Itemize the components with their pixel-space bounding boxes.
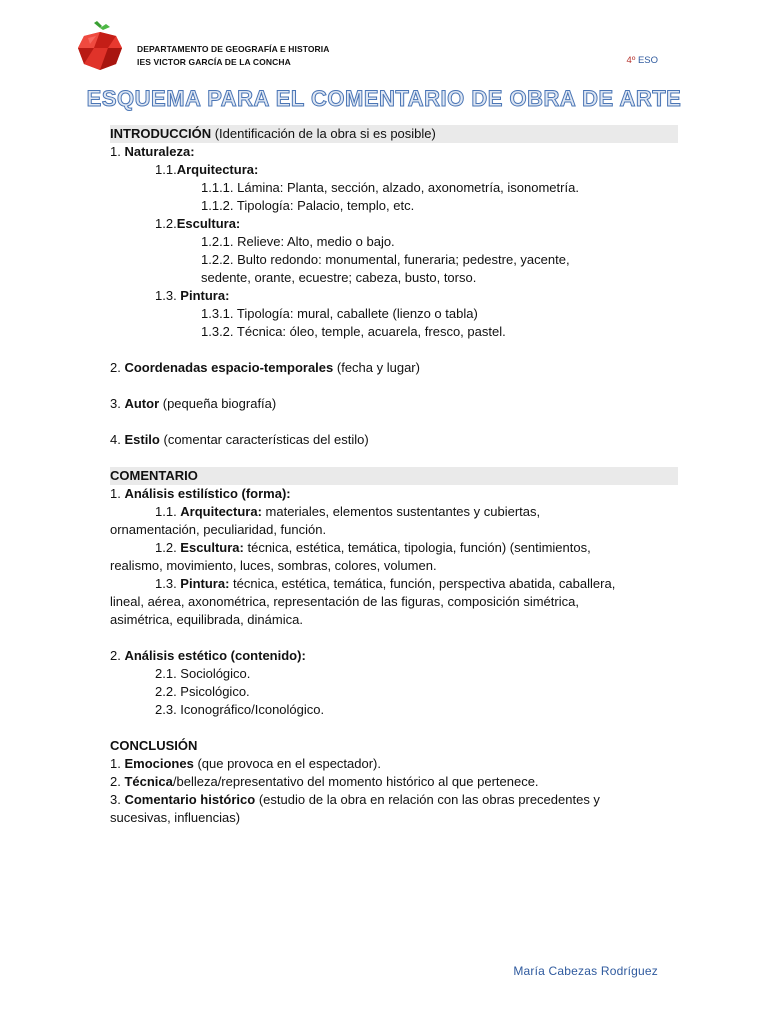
conclusion-line-continued: sucesivas, influencias) (110, 810, 241, 825)
intro-item-arquitectura: 1.1.Arquitectura: (155, 162, 259, 177)
course-level: ESO (637, 55, 658, 66)
intro-subitem: 1.3.1. Tipología: mural, caballete (lienzo o tabla) (201, 306, 478, 321)
intro-item-estilo: 4. Estilo (comentar características del estilo) (110, 432, 369, 447)
document-title: ESQUEMA PARA EL COMENTARIO DE OBRA DE ARTE (86, 86, 682, 111)
course-number: 4º (626, 55, 636, 66)
comentario-line-continued: realismo, movimiento, luces, sombras, colores, volumen. (110, 558, 437, 573)
document-body (110, 125, 678, 827)
comentario-item-arquitectura: 1.1. Arquitectura: materiales, elementos sustentantes y cubiertas, (155, 504, 541, 519)
intro-subitem: 1.1.2. Tipología: Palacio, templo, etc. (201, 198, 415, 213)
conclusion-item-tecnica: 2. Técnica/belleza/representativo del momento histórico al que pertenece. (110, 774, 539, 789)
comentario-subitem: 2.2. Psicológico. (155, 684, 250, 699)
comentario-item-pintura: 1.3. Pintura: técnica, estética, temática, función, perspectiva abatida, caballera, (155, 576, 616, 591)
comentario-line-continued: asimétrica, equilibrada, dinámica. (110, 612, 303, 627)
conclusion-heading: CONCLUSIÓN (110, 738, 198, 753)
intro-subitem-continued: sedente, orante, ecuestre; cabeza, busto, torso. (201, 270, 477, 285)
comentario-subitem: 2.3. Iconográfico/Iconológico. (155, 702, 325, 717)
comentario-subitem: 2.1. Sociológico. (155, 666, 251, 681)
conclusion-item-historico: 3. Comentario histórico (estudio de la obra en relación con las obras precedentes y (110, 792, 600, 807)
comentario-item-estilistico: 1. Análisis estilístico (forma): (110, 486, 291, 501)
comentario-item-estetico: 2. Análisis estético (contenido): (110, 648, 306, 663)
intro-item-naturaleza: 1. Naturaleza: (110, 144, 195, 159)
intro-heading: INTRODUCCIÓN (Identificación de la obra si es posible) (110, 125, 678, 143)
comentario-heading: COMENTARIO (110, 467, 678, 485)
comentario-line-continued: ornamentación, peculiaridad, función. (110, 522, 327, 537)
comentario-item-escultura: 1.2. Escultura: técnica, estética, temática, tipologia, función) (sentimientos, (155, 540, 591, 555)
school-name: IES VICTOR GARCÍA DE LA CONCHA (137, 57, 291, 67)
intro-subitem: 1.2.2. Bulto redondo: monumental, funeraria; pedestre, yacente, (201, 252, 570, 267)
author-footer: María Cabezas Rodríguez (513, 964, 658, 978)
intro-subitem: 1.3.2. Técnica: óleo, temple, acuarela, fresco, pastel. (201, 324, 506, 339)
course-label (627, 55, 658, 66)
page-header (0, 0, 768, 86)
intro-item-pintura: 1.3. Pintura: (155, 288, 230, 303)
red-apple-logo (74, 20, 126, 72)
intro-subitem: 1.1.1. Lámina: Planta, sección, alzado, axonometría, isonometría. (201, 180, 579, 195)
intro-subitem: 1.2.1. Relieve: Alto, medio o bajo. (201, 234, 395, 249)
intro-item-escultura: 1.2.Escultura: (155, 216, 241, 231)
department-info (137, 43, 330, 69)
conclusion-item-emociones: 1. Emociones (que provoca en el espectador). (110, 756, 381, 771)
department-name: DEPARTAMENTO DE GEOGRAFÍA E HISTORIA (137, 44, 330, 54)
comentario-line-continued: lineal, aérea, axonométrica, representación de las figuras, composición simétrica, (110, 594, 579, 609)
intro-item-autor: 3. Autor (pequeña biografía) (110, 396, 277, 411)
intro-item-coordenadas: 2. Coordenadas espacio-temporales (fecha y lugar) (110, 360, 420, 375)
